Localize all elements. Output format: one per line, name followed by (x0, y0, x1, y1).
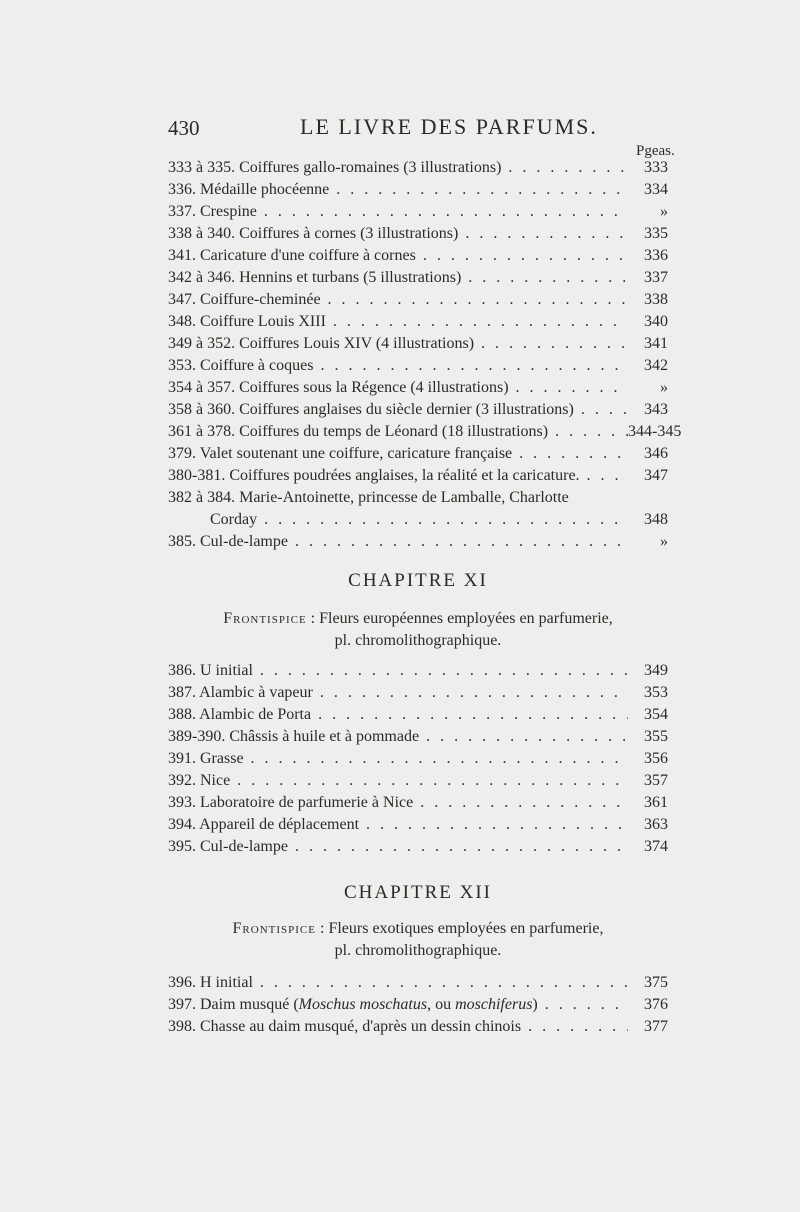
toc-entry (168, 748, 668, 770)
illustration-list-chapter11 (168, 660, 668, 858)
entry-title-part: , ou (427, 996, 456, 1013)
entry-title: 379. Valet soutenant une coiffure, caricature française . . . (168, 443, 628, 465)
toc-entry (168, 1016, 668, 1038)
entry-page-number: 363 (644, 816, 668, 833)
entry-title-part: ) (532, 996, 538, 1013)
entry-title: 382 à 384. Marie-Antoinette, princesse de Lamballe, Charlotte (168, 489, 569, 506)
entry-title: 338 à 340. Coiffures à cornes (3 illustrations) . . . (168, 223, 628, 245)
running-title: LE LIVRE DES PARFUMS. (300, 114, 598, 139)
toc-entry (168, 660, 668, 682)
entry-page-number: 342 (644, 357, 668, 374)
frontispiece-xi (168, 608, 668, 652)
entry-page-number: » (660, 203, 668, 220)
chapter-title-xi: CHAPITRE XI (348, 570, 488, 591)
entry-title: 349 à 352. Coiffures Louis XIV (4 illustrations) . . . (168, 333, 628, 355)
toc-entry (168, 223, 668, 245)
entry-title: 394. Appareil de déplacement . . . (168, 814, 628, 836)
toc-entry (168, 443, 668, 465)
toc-entry (168, 421, 682, 443)
entry-page-number: 355 (644, 728, 668, 745)
entry-title: 395. Cul-de-lampe . . . (168, 836, 628, 858)
toc-entry (168, 487, 668, 509)
entry-title: 391. Grasse . . . (168, 748, 628, 770)
toc-entry (168, 311, 668, 333)
chapter-title-xii: CHAPITRE XII (343, 882, 493, 903)
entry-title: 358 à 360. Coiffures anglaises du siècle dernier (3 illustrations) . . . (168, 399, 628, 421)
frontispiece-subtext: pl. chromolithographique. (334, 942, 502, 959)
entry-title: 337. Crespine . . . (168, 201, 628, 223)
toc-entry (168, 531, 668, 553)
entry-title: 342 à 346. Hennins et turbans (5 illustrations) . . . (168, 267, 628, 289)
toc-entry (168, 509, 668, 531)
entry-page-number: 341 (644, 335, 668, 352)
entry-title: 333 à 335. Coiffures gallo-romaines (3 illustrations) . . . (168, 157, 628, 179)
entry-title: 396. H initial . . . (168, 972, 628, 994)
toc-entry (168, 994, 668, 1016)
entry-page-number: 374 (644, 838, 668, 855)
entry-title: 398. Chasse au daim musqué, d'après un dessin chinois . . . (168, 1016, 628, 1038)
entry-page-number: 376 (644, 996, 668, 1013)
toc-entry (168, 179, 668, 201)
toc-entry (168, 465, 668, 487)
entry-page-number: 354 (644, 706, 668, 723)
entry-page-number: 344-345 (628, 423, 682, 440)
entry-title-italic: moschiferus (455, 996, 533, 1013)
toc-entry (168, 289, 668, 311)
toc-entry (168, 377, 668, 399)
entry-page-number: 347 (644, 467, 668, 484)
entry-page-number: 375 (644, 974, 668, 991)
entry-title: 387. Alambic à vapeur . . . (168, 682, 628, 704)
entry-title: 389-390. Châssis à huile et à pommade . . . (168, 726, 628, 748)
toc-entry (168, 972, 668, 994)
entry-title: 348. Coiffure Louis XIII . . . (168, 311, 628, 333)
entry-title: 392. Nice . . . (168, 770, 628, 792)
entry-page-number: 336 (644, 247, 668, 264)
page-number: 430 (168, 116, 200, 140)
entry-page-number: 340 (644, 313, 668, 330)
entry-page-number: 338 (644, 291, 668, 308)
entry-page-number: 349 (644, 662, 668, 679)
toc-entry (168, 201, 668, 223)
toc-entry (168, 333, 668, 355)
entry-title: 388. Alambic de Porta . . . (168, 704, 628, 726)
entry-page-number: » (660, 533, 668, 550)
frontispiece-subtext: pl. chromolithographique. (334, 632, 502, 649)
entry-title: 354 à 357. Coiffures sous la Régence (4 illustrations) . . . (168, 377, 628, 399)
entry-title-part: 397. Daim musqué ( (168, 996, 299, 1013)
entry-page-number: 346 (644, 445, 668, 462)
entry-page-number: 361 (644, 794, 668, 811)
frontispiece-label: Frontispice (232, 920, 316, 937)
entry-title: 393. Laboratoire de parfumerie à Nice . . . (168, 792, 628, 814)
toc-entry (168, 245, 668, 267)
entry-title: 385. Cul-de-lampe . . . (168, 531, 628, 553)
entry-page-number: » (660, 379, 668, 396)
entry-title: Corday . . . (210, 509, 628, 531)
frontispiece-text: : Fleurs européennes employées en parfumerie, (306, 610, 613, 627)
entry-page-number: 335 (644, 225, 668, 242)
toc-entry (168, 355, 668, 377)
toc-entry (168, 814, 668, 836)
toc-entry (168, 836, 668, 858)
frontispiece-xii (168, 918, 668, 962)
frontispiece-text: : Fleurs exotiques employées en parfumerie, (316, 920, 604, 937)
illustration-list-section1 (168, 157, 682, 553)
frontispiece-label: Frontispice (223, 610, 307, 627)
entry-page-number: 337 (644, 269, 668, 286)
entry-page-number: 377 (644, 1018, 668, 1035)
toc-entry (168, 682, 668, 704)
entry-page-number: 357 (644, 772, 668, 789)
entry-title: 341. Caricature d'une coiffure à cornes . . . (168, 245, 628, 267)
page-header (168, 112, 668, 144)
entry-page-number: 348 (644, 511, 668, 528)
entry-title: 347. Coiffure-cheminée . . . (168, 289, 628, 311)
entry-title: 386. U initial . . . (168, 660, 628, 682)
entry-title: 336. Médaille phocéenne . . . (168, 179, 628, 201)
entry-page-number: 334 (644, 181, 668, 198)
entry-title: 380-381. Coiffures poudrées anglaises, la réalité et la caricature. . . . (168, 465, 628, 487)
entry-title-italic: Moschus moschatus (298, 996, 428, 1013)
entry-title (168, 994, 628, 1016)
entry-page-number: 333 (644, 159, 668, 176)
entry-title: 353. Coiffure à coques . . . (168, 355, 628, 377)
entry-page-number: 353 (644, 684, 668, 701)
toc-entry (168, 726, 668, 748)
toc-entry (168, 157, 668, 179)
pages-column-label: Pgeas. (636, 143, 675, 159)
entry-page-number: 356 (644, 750, 668, 767)
toc-entry (168, 792, 668, 814)
entry-page-number: 343 (644, 401, 668, 418)
entry-title: 361 à 378. Coiffures du temps de Léonard (18 illustrations) . . . (168, 421, 628, 443)
toc-entry (168, 770, 668, 792)
illustration-list-chapter12 (168, 972, 668, 1038)
toc-entry (168, 267, 668, 289)
toc-entry (168, 704, 668, 726)
toc-entry (168, 399, 668, 421)
